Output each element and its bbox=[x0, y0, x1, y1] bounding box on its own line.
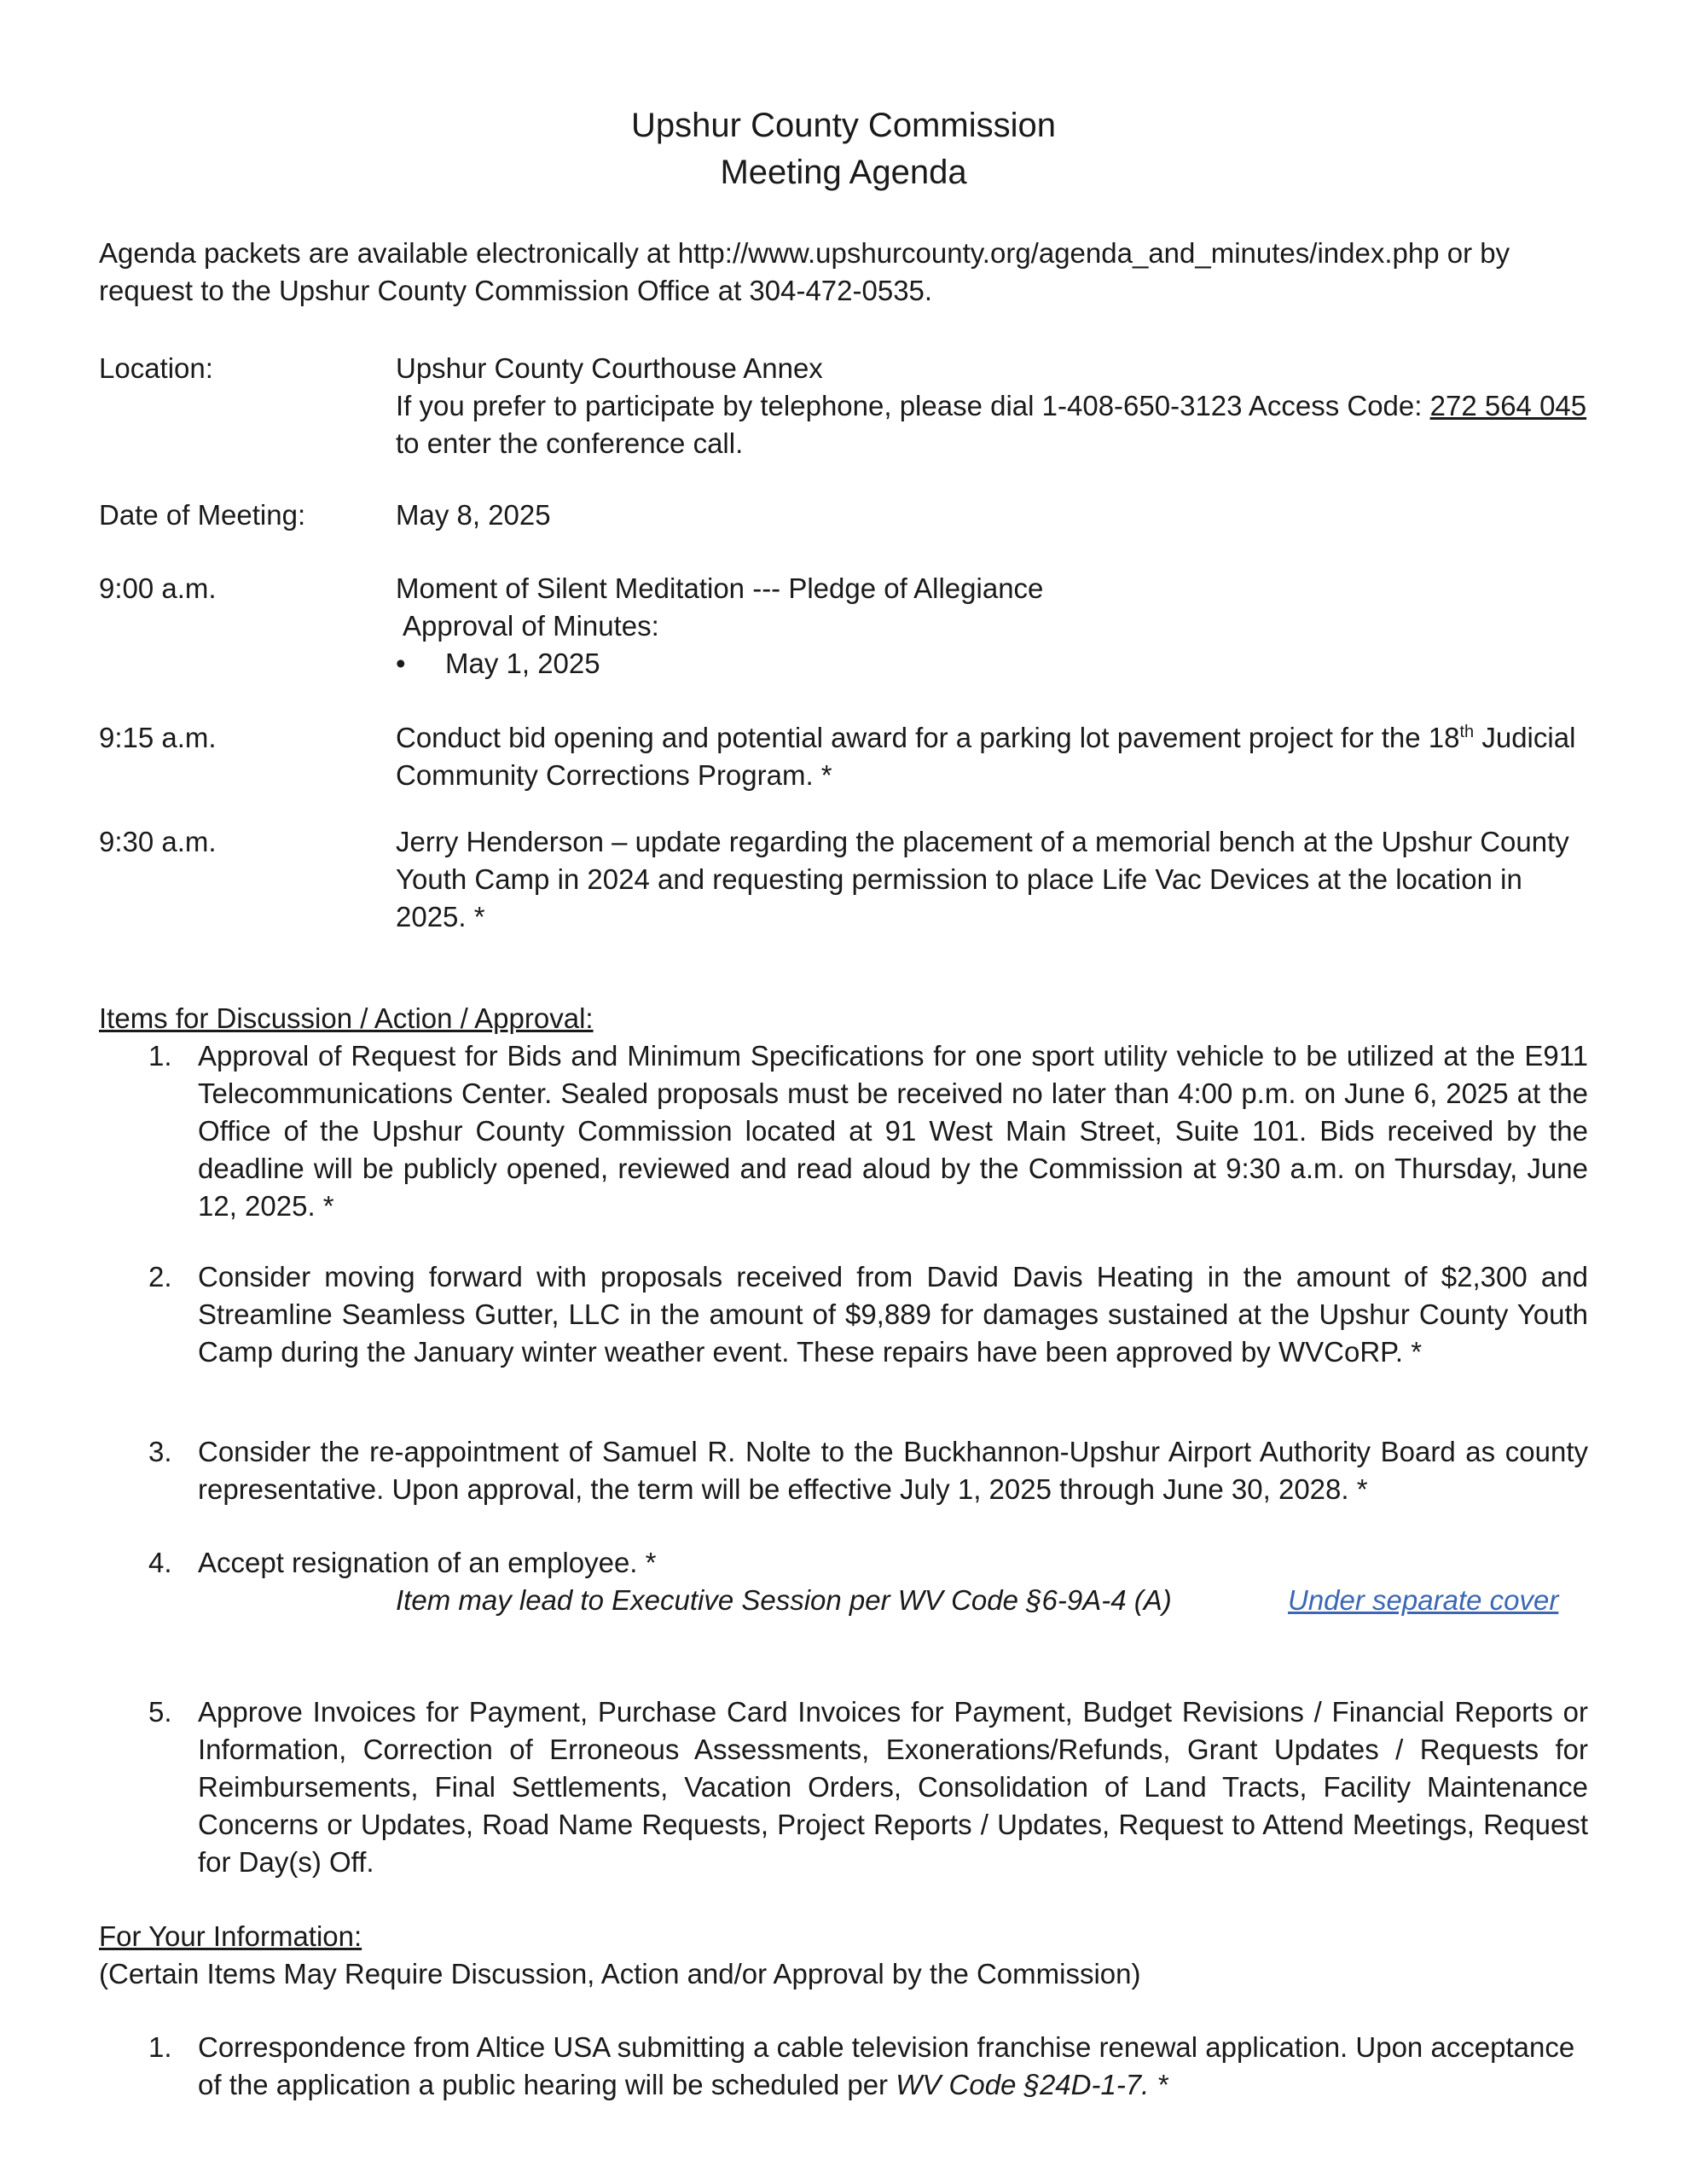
bullet-icon: • bbox=[396, 648, 406, 679]
minutes-bullet-item bbox=[396, 645, 1588, 682]
intro-paragraph: Agenda packets are available electronically at http://www.upshurcounty.org/agenda_and_minutes/index.php or by request to the Upshur County Commission Office at 304-472-0535. bbox=[99, 237, 1510, 306]
item-text: Approval of Request for Bids and Minimum Specifications for one sport utility vehicle to be utilized at the E911 Telecommunications Center. Sealed proposals must be received no later than 4:00 p.m. on June 6, 2025 at the Office of the Upshur County Commission located at 91 West Main Street, Suite 101. Bids received by the deadline will be publicly opened, reviewed and read aloud by the Commission at 9:30 a.m. on Thursday, June 12, 2025. * bbox=[198, 1040, 1588, 1222]
schedule-time: 9:00 a.m. bbox=[99, 572, 217, 604]
fyi-subheading: (Certain Items May Require Discussion, Action and/or Approval by the Commission) bbox=[99, 1958, 1141, 1989]
item-text: Consider the re-appointment of Samuel R. Nolte to the Buckhannon-Upshur Airport Authority Board as county representative. Upon approval, the term will be effective July 1, 2025 through June 30, 2028. * bbox=[198, 1436, 1588, 1505]
schedule-details bbox=[396, 570, 1588, 682]
superscript: th bbox=[1459, 723, 1475, 741]
schedule-details bbox=[396, 719, 1588, 794]
location-line-1: Upshur County Courthouse Annex bbox=[396, 352, 823, 384]
separate-cover-link[interactable]: Under separate cover bbox=[1288, 1584, 1559, 1616]
schedule-text: Judicial Community Corrections Program. * bbox=[396, 722, 1576, 791]
fyi-heading: For Your Information: bbox=[99, 1920, 362, 1952]
location-line-3: to enter the conference call. bbox=[396, 427, 744, 459]
access-code: 272 564 045 bbox=[1429, 390, 1587, 421]
schedule-time: 9:15 a.m. bbox=[99, 722, 217, 753]
item-number: 1. bbox=[148, 2031, 172, 2063]
location-label: Location: bbox=[99, 352, 213, 384]
item-text: Accept resignation of an employee. * bbox=[198, 1547, 657, 1578]
item-text: Consider moving forward with proposals received from David Davis Heating in the amount of $2,300 and Streamline Seamless Gutter, LLC in the amount of $9,889 for damages sustained at the Upshur County Youth Camp during the January winter weather event. These repairs have been approved by WVCoRP. * bbox=[198, 1261, 1588, 1368]
bullet-text: May 1, 2025 bbox=[445, 648, 600, 679]
schedule-details: Jerry Henderson – update regarding the placement of a memorial bench at the Upshur County Youth Camp in 2024 and requesting permission to place Life Vac Devices at the location in 2025. * bbox=[396, 826, 1569, 932]
page-subtitle: Meeting Agenda bbox=[720, 154, 967, 191]
location-value bbox=[396, 350, 1588, 462]
item-number: 4. bbox=[148, 1547, 172, 1578]
schedule-text: Conduct bid opening and potential award for a parking lot pavement project for the 18 bbox=[396, 722, 1460, 753]
schedule-time: 9:30 a.m. bbox=[99, 826, 217, 857]
date-label: Date of Meeting: bbox=[99, 499, 306, 531]
page-title: Upshur County Commission bbox=[631, 107, 1056, 144]
title-block bbox=[99, 102, 1588, 196]
item-number: 2. bbox=[148, 1261, 172, 1292]
date-value: May 8, 2025 bbox=[396, 499, 551, 531]
phone-instructions: If you prefer to participate by telephone, please dial 1-408-650-3123 Access Code: bbox=[396, 390, 1430, 421]
item-number: 1. bbox=[148, 1040, 172, 1072]
location-line-2 bbox=[396, 387, 1588, 425]
item-text: Approve Invoices for Payment, Purchase Card Invoices for Payment, Budget Revisions / Financial Reports or Information, Correction of Erroneous Assessments, Exonerations/Refunds, Grant Updates / Requests for Reimbursements, Final Settlements, Vacation Orders, Consolidation of Land Tracts, Facility Maintenance Concerns or Updates, Road Name Requests, Project Reports / Updates, Request to Attend Meetings, Request for Day(s) Off. bbox=[198, 1696, 1588, 1878]
wv-code-reference: WV Code §24D-1-7. * bbox=[896, 2069, 1168, 2100]
item-number: 3. bbox=[148, 1436, 172, 1467]
executive-session-note: Item may lead to Executive Session per WV Code §6-9A-4 (A) bbox=[396, 1584, 1172, 1616]
item-text-body: Correspondence from Altice USA submitting a cable television franchise renewal application. Upon acceptance of the application a public hearing will be scheduled per bbox=[198, 2031, 1575, 2100]
item-text bbox=[198, 2029, 1588, 2104]
schedule-line: Approval of Minutes: bbox=[403, 610, 659, 642]
discussion-heading: Items for Discussion / Action / Approval: bbox=[99, 1002, 594, 1034]
item-number: 5. bbox=[148, 1696, 172, 1728]
schedule-line: Moment of Silent Meditation --- Pledge of Allegiance bbox=[396, 572, 1044, 604]
